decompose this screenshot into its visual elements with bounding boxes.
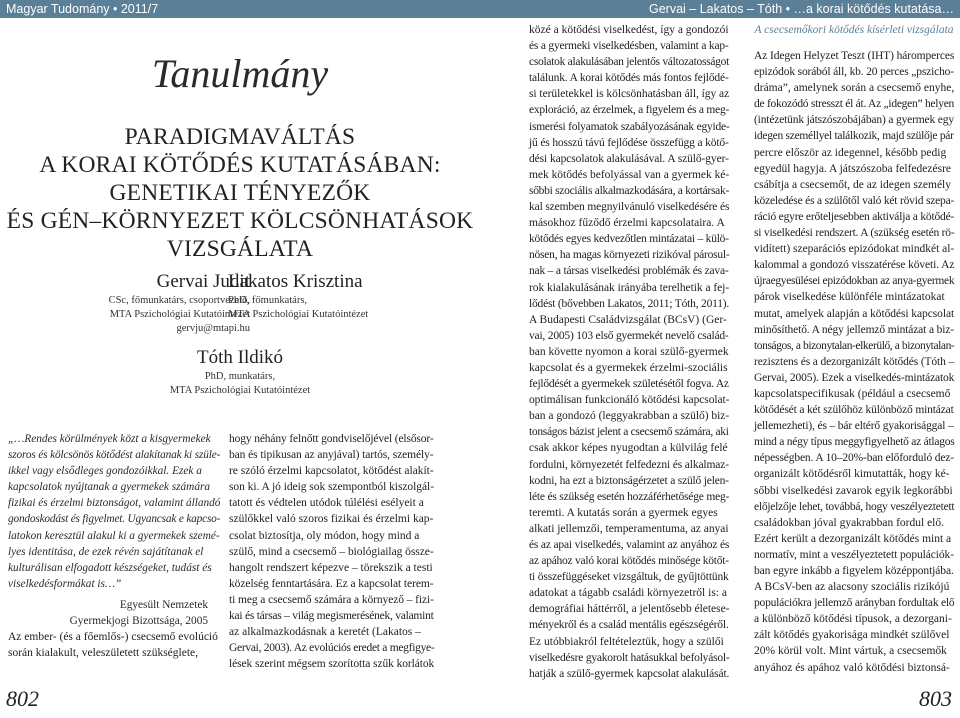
author-name: Lakatos Krisztina <box>228 271 363 292</box>
text-line: Az ember- (és a főemlős-) csecsemő evolúció <box>8 631 218 643</box>
author-gervai <box>70 270 250 336</box>
text-line: demográfiai háttérről, a jelentősebb életese- <box>529 603 730 616</box>
text-line: egyedül hagyja. A játszószoba felfedezésre <box>754 162 952 175</box>
running-header-left: Magyar Tudomány • 2011/7 <box>0 0 480 18</box>
title-line: VIZSGÁLATA <box>166 236 314 262</box>
page-number-right: 803 <box>919 686 952 711</box>
text-line: son ki. A jó ideig sok szempontból kiszolgál- <box>229 481 434 494</box>
text-line: idegen személlyel találkozik, majd szülője pár <box>754 130 954 143</box>
text-line: jű és hosszú távú fejlődése összefügg a kötő- <box>529 136 729 149</box>
text-line: zált kötődés gyakorisága mindkét szülővel <box>754 629 950 642</box>
text-line: ti meg a csecsemő számára a környező – fizi- <box>229 593 434 606</box>
text-line: rok kialakulásának irányába terelhetik a fej- <box>529 281 730 294</box>
text-line: kapcsolatspecifikusak (például a csecsemő <box>754 387 951 400</box>
text-line: alkati jellemzői, temperamentuma, az anyai <box>529 522 729 535</box>
text-line: kal szemben megnyilvánuló viselkedésére és <box>529 201 730 214</box>
section-rubric: Tanulmány <box>151 51 329 96</box>
text-line: optimálisan funkcionáló kötődési kapcsolat- <box>529 394 730 407</box>
author-affiliation: MTA Pszichológiai Kutatóintézet <box>228 309 369 320</box>
text-line: hangolt rendszert képezve – törekszik a testi <box>229 561 433 574</box>
text-line: dési kapcsolatok alakulásával. A szülő-gyer- <box>529 152 729 165</box>
text-line: előjelzője lehet, továbbá, hogy veszélyeztetett <box>754 500 955 513</box>
text-line: nösen, ha magas környezeti rizikóval párosul- <box>529 249 730 262</box>
epigraph-line: fizikai és érzelmi biztonságot, valamint állandó <box>8 497 221 510</box>
text-line: kai és társas – világ megismerésének, valamint <box>229 610 434 623</box>
text-line: tonságos, a bizonytalan-elkerülő, a bizonytalan- <box>754 339 955 352</box>
text-line: találunk. A korai kötődés más fontos fejlődé- <box>529 72 729 85</box>
author-affiliation: MTA Pszichológiai Kutatóintézet <box>169 385 311 396</box>
text-line: ban egyre inkább a figyelem középpontjába. <box>754 565 954 577</box>
text-line: mek kötődés befolyással van a gyermek ké- <box>529 168 730 181</box>
text-line: ti összefüggéseket vizsgáltuk, de gyűjtöttünk <box>529 571 729 584</box>
text-line: (intézetünk játszószobájában) a gyermek egy <box>754 114 954 127</box>
text-line: adatokat a tágabb családi környezetről is: a <box>529 587 727 600</box>
text-line: minősíthető. A négy jellemző mintázat a biz- <box>754 323 954 336</box>
epigraph-line: kapcsolatok nyújtanak a gyermekek számára <box>8 481 211 494</box>
text-line: percre először az idegennel, később pedig <box>754 146 947 159</box>
text-line: tatott és védtelen utódok túlélési esélyeit a <box>229 497 424 510</box>
epigraph-source-line: Gyermekjogi Bizottsága, 2005 <box>69 615 208 628</box>
body-column-2 <box>229 431 434 672</box>
text-line: hogy néhány felnőtt gondviselőjével (elsősor- <box>229 433 434 445</box>
epigraph-source-line: Egyesült Nemzetek <box>119 599 208 611</box>
text-line: fejlődését a gyermekek születésétől fogva. Az <box>529 378 729 391</box>
text-line: ban és tipikusan az anyjával) tartós, személy- <box>229 449 434 462</box>
section-subheading: A csecsemőkori kötődés kísérleti vizsgálata <box>754 24 954 36</box>
text-line: másokhoz fűződő érzelmi kapcsolataira. A <box>529 217 725 230</box>
text-line: viselkedésre gyakorolt hatásukkal befolyásol- <box>529 651 730 664</box>
text-line: de fokozódó stresszt él át. Az „idegen” helyen <box>754 98 955 111</box>
body-column-3 <box>529 22 729 682</box>
text-line: csábítja a csecsemőt, de az idegen személy <box>754 178 952 191</box>
text-line: sőbbi szociális alkalmazkodására, a kortársak- <box>529 184 729 197</box>
text-line: ráció egyre erőteljesebben aktiválja a kötődé- <box>754 210 955 223</box>
title-line: A KORAI KÖTŐDÉS KUTATÁSÁBAN: <box>39 152 441 178</box>
text-line: kalommal a gondozó visszatérése követi. Az <box>754 259 955 272</box>
epigraph-line: szoros és kölcsönös kötődést alakítanak ki szüle- <box>8 449 221 462</box>
text-line: szülő, mind a csecsemő – biológiailag össze- <box>229 545 434 558</box>
text-line: az apához való korai kötődés minősége kötőt- <box>529 555 729 568</box>
text-line: re szóló érzelmi kapcsolatot, kötődést alakít- <box>229 465 434 478</box>
page-number-left: 802 <box>6 686 39 711</box>
author-affiliation: CSc, főmunkatárs, csoportvezető, <box>108 295 250 306</box>
epigraph-line: lyes identitása, de ezek révén sajátítanak el <box>8 545 204 558</box>
text-line: anyához és apához való kötődési biztonsá- <box>754 661 950 674</box>
text-line: tonságos bázist jelent a csecsemő számára, aki <box>529 426 729 439</box>
text-line: A Budapesti Családvizsgálat (BCsV) (Ger- <box>529 313 727 326</box>
text-line: csolatok alakulásában jelentős változatosságot <box>529 56 730 69</box>
author-lakatos <box>228 270 428 322</box>
author-affiliation: PhD, munkatárs, <box>204 371 276 382</box>
epigraph <box>8 431 220 592</box>
epigraph-line: gondoskodást és figyelmet. Ugyancsak e kapcso- <box>8 513 221 526</box>
author-email: gervju@mtapi.hu <box>176 323 250 334</box>
text-line: A BCsV-ben az alacsony szociális rizikójú <box>754 581 950 594</box>
text-line: ban a gondozó (leggyakrabban a szülő) biz- <box>529 410 730 423</box>
text-line: újraegyesülései epizódokban az anya-gyermek <box>754 275 955 288</box>
text-line: exploráció, az érzelmek, a figyelem és a meg- <box>529 104 730 117</box>
text-line: mutat, amelyek alapján a kötődési kapcsolat <box>754 307 955 320</box>
text-line: Ez utóbbiakról feltételeztük, hogy a szülői <box>529 635 724 648</box>
text-line: Gervai, 2005). Ezek a viselkedés-mintázatok <box>754 371 955 384</box>
author-toth <box>140 346 340 398</box>
text-line: vai, 2005) 103 első gyermekét nevelő család- <box>529 329 729 342</box>
text-line: Ezért került a dezorganizált kötődés mint a <box>754 532 952 545</box>
text-line: normatív, mint a veszélyeztetett populációk- <box>754 548 954 561</box>
text-line: epizódok sorából áll, kb. 20 perces „pszicho- <box>754 66 954 79</box>
body-column-1 <box>8 629 220 661</box>
text-line: populációkra jellemző arányban fordultak elő <box>754 597 955 610</box>
text-line: népességben. A 10–20%-ban előforduló dez- <box>754 452 954 465</box>
text-line: családokban jóval gyakrabban fordul elő. <box>754 516 945 529</box>
running-header-right: Gervai – Lakatos – Tóth • …a korai kötődés kutatása… <box>480 0 960 18</box>
text-line: szülőkkel való szoros fizikai és érzelmi kap- <box>229 513 434 526</box>
text-line: ban követte nyomon a korai szülő-gyermek <box>529 345 729 358</box>
epigraph-line: latokon keresztül alakul ki a gyermekek szemé- <box>8 529 220 542</box>
text-line: teremti. A kutatás során a gyermek egyes <box>529 506 718 519</box>
author-affiliation: PhD, főmunkatárs, <box>228 295 308 306</box>
text-line: és a gyermeki viselkedésben, valamint a kap- <box>529 40 729 53</box>
text-line: si területekkel is kölcsönhatásban áll, így az <box>529 88 730 101</box>
text-line: kapcsolat és a gyermekek érzelmi-szociális <box>529 361 728 374</box>
text-line: ményekről és a család mentális egészségéről. <box>529 619 729 632</box>
text-line: organizált kötődésről kimutatták, hogy ké- <box>754 468 950 481</box>
text-line: léte és szükség esetén hozzáférhetősége meg- <box>529 490 730 503</box>
text-line: csak akkor képes nyugodtan a külvilág felé <box>529 442 728 455</box>
author-affiliation: MTA Pszichológiai Kutatóintézet <box>109 309 250 320</box>
epigraph-source <box>8 597 208 629</box>
text-line: kötődését a két szülőhöz különböző mintázat <box>754 404 954 417</box>
text-line: hatják a szülő-gyermek kapcsolat alakulását. <box>529 667 730 680</box>
title-line: GENETIKAI TÉNYEZŐK <box>109 180 371 206</box>
text-line: 20% körül volt. Mint vártuk, a csecsemők <box>754 645 947 658</box>
text-line: közé a kötődési viselkedést, így a gondozói <box>529 24 729 36</box>
text-line: jellemezheti), és – bár eltérő gyakorisággal – <box>754 420 954 433</box>
text-line: fordulni, környezetét felfedezni és alkalmaz- <box>529 458 729 471</box>
title-line: PARADIGMAVÁLTÁS <box>124 124 356 150</box>
text-line: ismerési folyamatok szabályozásának egyide- <box>529 120 730 133</box>
text-line: és az apai viselkedés, valamint az anyához és <box>529 539 730 551</box>
text-line: kötődés egyes kedvezőtlen mintázatai – külö- <box>529 233 729 246</box>
text-line: lések szerint mégsem szorította szűk korlátok <box>229 658 435 671</box>
author-name: Tóth Ildikó <box>196 347 284 368</box>
text-line: vidített) szeparációs epizódokat mindkét al- <box>754 243 955 256</box>
epigraph-line: viselkedésformákat is…” <box>8 577 122 590</box>
text-line: Az Idegen Helyzet Teszt (IHT) háromperces <box>754 50 955 62</box>
text-line: a különböző kötődési típusok, a dezorgani- <box>754 613 952 626</box>
text-line: si viselkedési rendszert. A (szükség esetén rö- <box>754 227 955 240</box>
text-line: az alkalmazkodásnak a keretét (Lakatos – <box>229 626 421 639</box>
text-line: párok viselkedése különféle mintázatokat <box>754 291 945 304</box>
text-line: során kialakult, veleszületett szükséglete, <box>8 647 199 660</box>
text-line: dráma”, amelynek során a csecsemő enyhe, <box>754 82 955 95</box>
text-line: közeledése és a szülőtől való két rövid szepa- <box>754 194 955 207</box>
text-line: mind a négy típus meggyfigyelhető az átlagos <box>754 436 955 449</box>
text-line: nak – a társas viselkedési problémák és zava- <box>529 265 729 278</box>
text-line: kodni, ha ezt a biztonságérzetet a szülő jelen- <box>529 474 729 487</box>
title-line: ÉS GÉN–KÖRNYEZET KÖLCSÖNHATÁSOK <box>6 208 474 234</box>
text-line: közelség fenntartására. Ez a kapcsolat terem- <box>229 577 434 590</box>
text-line: csolat biztosítja, oly módon, hogy mind a <box>229 529 420 542</box>
epigraph-line: kulturálisan elfogadott készségeket, tudást és <box>8 561 212 574</box>
body-column-4 <box>754 48 954 676</box>
epigraph-line: „…Rendes körülmények közt a kisgyermekek <box>8 433 211 445</box>
text-line: lődést (bővebben Lakatos, 2011; Tóth, 2011). <box>529 297 730 310</box>
text-line: rezisztens és a dezorganizált kötődés (Tóth – <box>754 355 955 368</box>
article-title <box>0 123 480 263</box>
text-line: sőbbi viselkedési zavarok egyik legkorábbi <box>754 484 953 497</box>
text-line: Gervai, 2003). Az evolúciós eredet a megfigye- <box>229 642 435 655</box>
author-name: Gervai Judit <box>156 271 250 292</box>
epigraph-line: ikkel vagy elsődleges gondozóikkal. Ezek a <box>8 465 202 478</box>
